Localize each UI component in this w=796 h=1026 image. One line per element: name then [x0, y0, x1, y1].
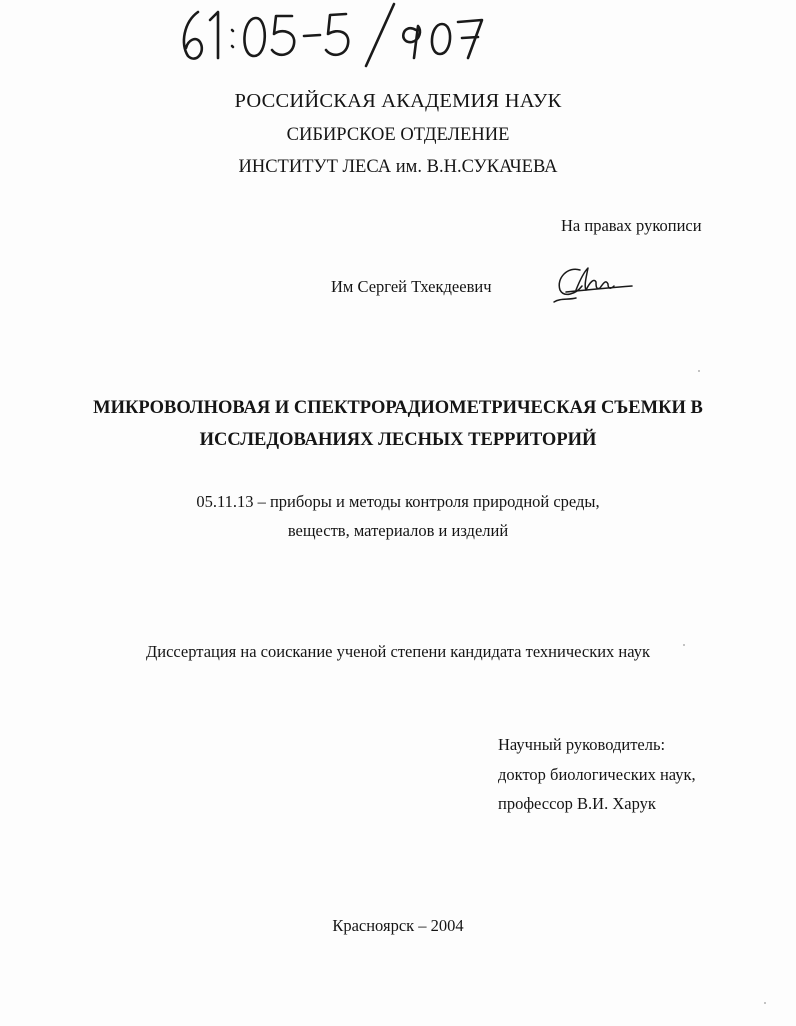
branch-name: СИБИРСКОЕ ОТДЕЛЕНИЕ [286, 125, 510, 145]
scan-speck [698, 370, 700, 372]
scan-speck [764, 1002, 766, 1004]
supervisor-heading: Научный руководитель: [498, 735, 666, 754]
supervisor-degree: доктор биологических наук, [498, 765, 696, 784]
specialty-line-1: 05.11.13 – приборы и методы контроля природной среды, [196, 492, 600, 511]
academy-name: РОССИЙСКАЯ АКАДЕМИЯ НАУК [234, 90, 562, 112]
signature [546, 260, 638, 308]
institute-name: ИНСТИТУТ ЛЕСА им. В.Н.СУКАЧЕВА [238, 157, 558, 177]
supervisor-name: профессор В.И. Харук [498, 794, 656, 813]
specialty-line-2: веществ, материалов и изделий [287, 521, 509, 540]
dissertation-title-line-1: МИКРОВОЛНОВАЯ И СПЕКТРОРАДИОМЕТРИЧЕСКАЯ СЪЕМКИ В [93, 398, 703, 418]
degree-statement: Диссертация на соискание ученой степени кандидата технических наук [146, 642, 650, 661]
scan-speck [683, 644, 685, 646]
author-name: Им Сергей Тхекдеевич [331, 277, 492, 296]
city-year: Красноярск – 2004 [332, 916, 464, 935]
manuscript-note: На правах рукописи [561, 216, 702, 235]
handwritten-archive-number [170, 0, 510, 70]
dissertation-title-line-2: ИССЛЕДОВАНИЯХ ЛЕСНЫХ ТЕРРИТОРИЙ [199, 430, 597, 450]
